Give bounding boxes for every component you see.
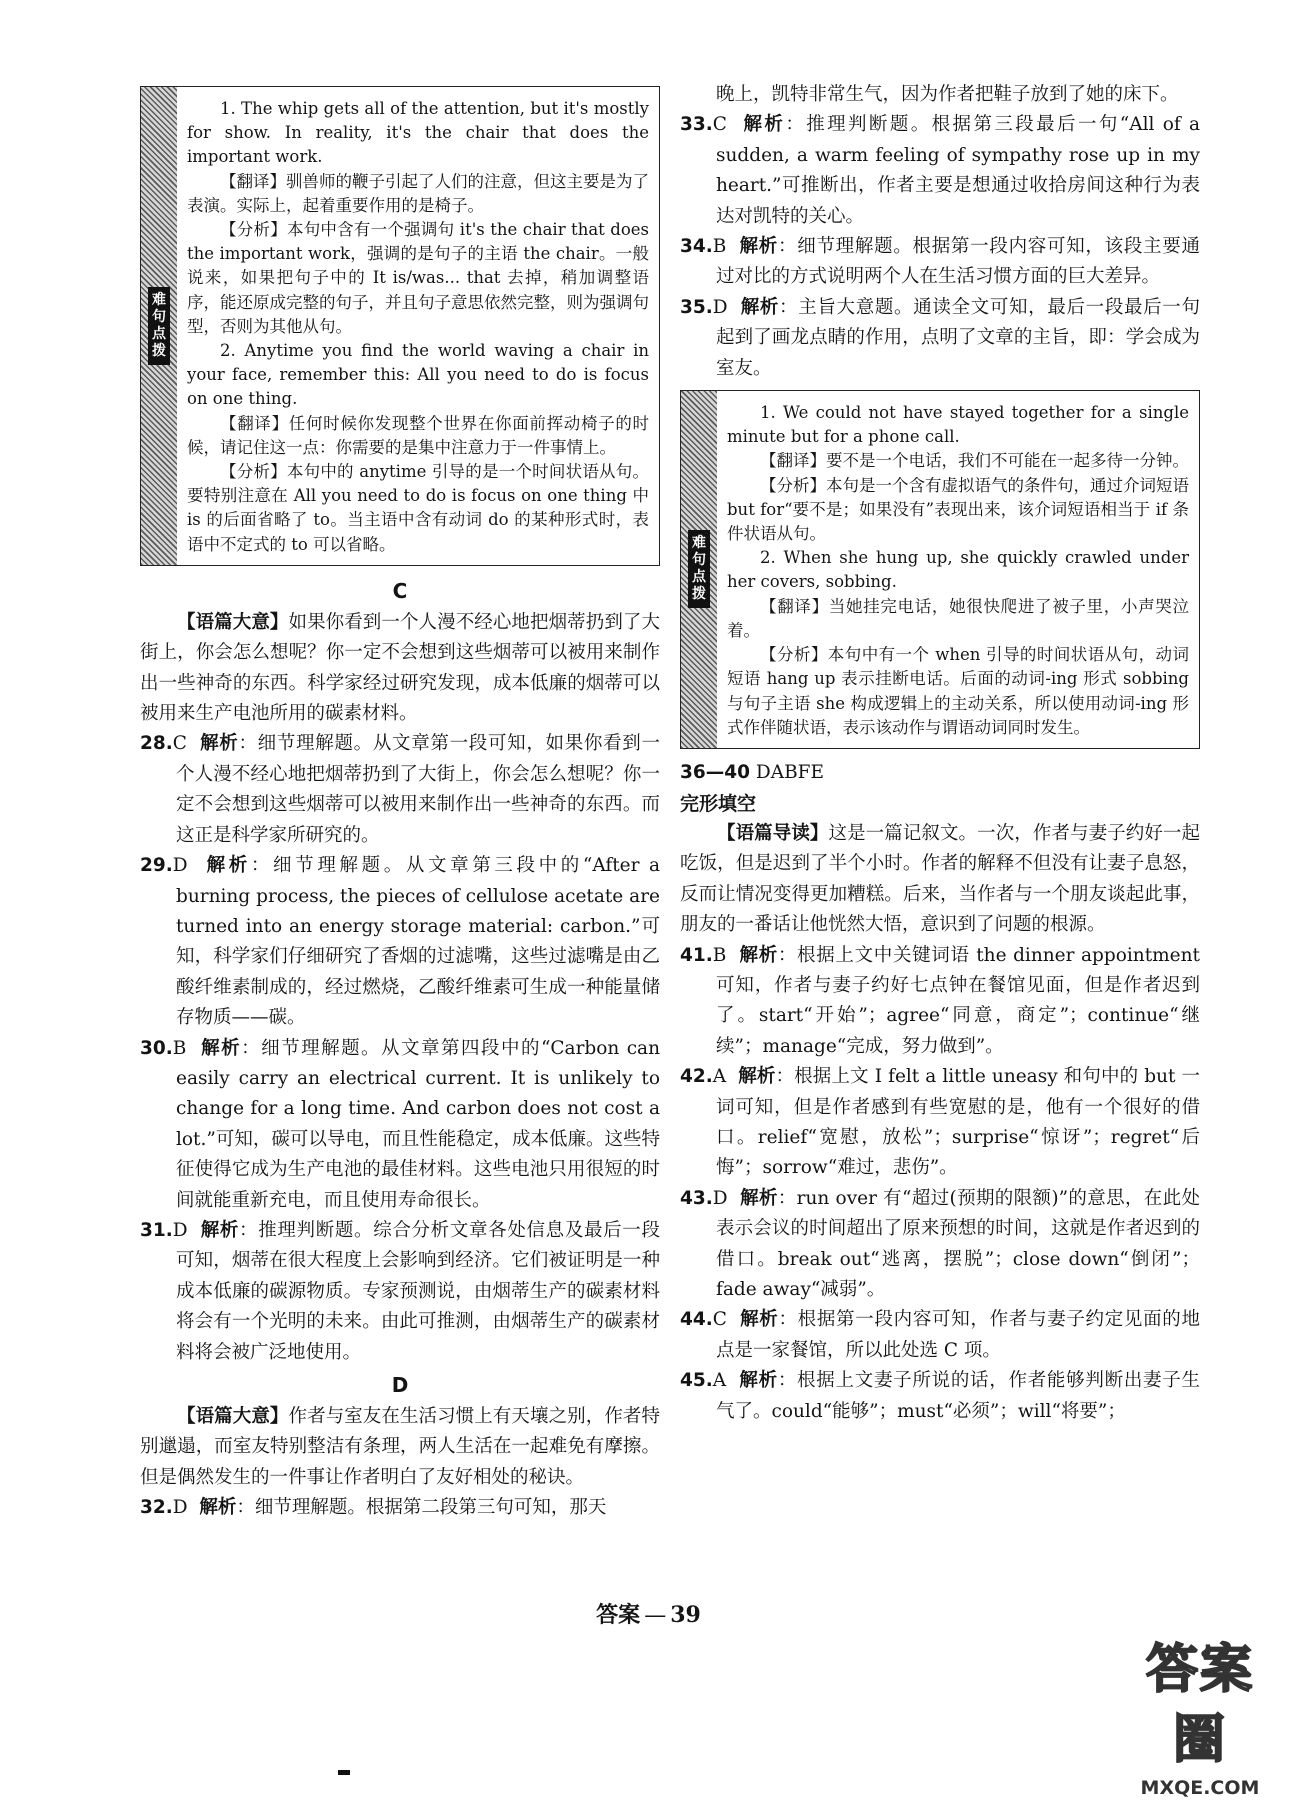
answer-range: [680, 757, 1200, 789]
range-answers: DABFE: [755, 761, 825, 783]
item-text: ：细节理解题。从文章第三段中的“After a burning process, the pieces of cellulose acetate are turned into an energy storage material: carbon.”可知，科学家们仔细研究了香烟的过滤嘴，这些过滤嘴是由乙酸纤维素制成的，经过燃烧，乙酸纤维素可生成一种能量储存物质——碳。: [176, 855, 660, 1029]
item-answer: D: [712, 296, 728, 318]
item-answer: C: [172, 733, 187, 755]
item-text: ：根据上文中关键词语 the dinner appointment 可知，作者与妻子约好七点钟在餐馆见面，但是作者迟到了。start“开始”；agree“同意，商定”；continue“继续”；manage“完成，努力做到”。: [716, 944, 1200, 1057]
item-text: ：推理判断题。根据第三段最后一句“All of a sudden, a warm feeling of sympathy rose up in my heart.”可推断出，作者主要是想通过收拾房间这种行为表达对凯特的关心。: [716, 114, 1200, 227]
item-answer: B: [172, 1037, 187, 1059]
footer-separator: —: [644, 1603, 667, 1628]
item-number: 41.: [680, 944, 713, 966]
item-number: 42.: [680, 1066, 713, 1088]
item-analysis-label: 解析: [200, 1219, 240, 1241]
item-number: 28.: [140, 733, 173, 755]
box-sentence-1: 1. The whip gets all of the attention, but it's mostly for show. In reality, it's the chair that does the important work.: [187, 99, 649, 167]
answer-item: [680, 1184, 1200, 1306]
item-number: 33.: [680, 114, 713, 136]
item-analysis-label: 解析: [739, 236, 779, 258]
section-letter-c: C: [392, 578, 408, 603]
item-number: 29.: [140, 855, 173, 877]
box-content: [723, 391, 1199, 748]
item-text: ：细节理解题。根据第一段内容可知，该段主要通过对比的方式说明两个人在生活习惯方面的巨大差异。: [716, 236, 1200, 288]
answer-item: [140, 1034, 660, 1216]
box-sentence-1: 1. We could not have stayed together for a single minute but for a phone call.: [727, 403, 1189, 447]
answer-item: [140, 851, 660, 1033]
answer-item: [140, 729, 660, 851]
item-analysis-label: 解析: [200, 733, 239, 755]
item-answer: D: [172, 855, 188, 877]
item-answer: C: [712, 114, 727, 136]
answer-item: [680, 293, 1200, 384]
item-text: ：根据上文 I felt a little uneasy 和句中的 but 一词可知，但是作者感到有些宽慰的是，他有一个很好的借口。relief“宽慰，放松”；surprise“惊讶”；regret“后悔”；sorrow“难过，悲伤”。: [716, 1066, 1200, 1179]
item-number: 34.: [680, 236, 713, 258]
summary-text: 作者与室友在生活习惯上有天壤之别，作者特别邋遢，而室友特别整洁有条理，两人生活在一起难免有摩擦。但是偶然发生的一件事让作者明白了友好相处的秘诀。: [140, 1406, 660, 1488]
item-analysis-label: 解析: [206, 855, 251, 877]
watermark-site: MXQE.COM: [1140, 1777, 1260, 1799]
box-sentence-2: 2. Anytime you find the world waving a chair in your face, remember this: All you need to do is focus on one thing.: [187, 341, 649, 409]
page-number: 39: [670, 1602, 701, 1628]
intro-tag: 【语篇导读】: [717, 822, 829, 844]
cloze-heading: 完形填空: [680, 792, 757, 815]
item-number: 30.: [140, 1037, 173, 1059]
answer-item: [680, 110, 1200, 232]
footer-label: 答案: [596, 1602, 641, 1628]
section-summary: [140, 1402, 660, 1493]
item-analysis-label: 解析: [739, 1370, 778, 1392]
answer-item: [680, 1366, 1200, 1427]
item-text: ：推理判断题。综合分析文章各处信息及最后一段可知，烟蒂在很大程度上会影响到经济。它们被证明是一种成本低廉的碳源物质。专家预测说，由烟蒂生产的碳素材料将会有一个光明的未来。由此可推测，由烟蒂生产的碳素材料将会被广泛地使用。: [176, 1219, 660, 1363]
summary-text: 如果你看到一个人漫不经心地把烟蒂扔到了大街上，你会怎么想呢？你一定不会想到这些烟蒂可以被用来制作出一些神奇的东西。科学家经过研究发现，成本低廉的烟蒂可以被用来生产电池所用的碳素材料。: [140, 611, 660, 725]
item-text: ：根据第一段内容可知，作者与妻子约定见面的地点是一家餐馆，所以此处选 C 项。: [716, 1309, 1200, 1361]
page-mark: [338, 1770, 350, 1775]
item-answer: A: [712, 1370, 727, 1392]
item-analysis-label: 解析: [740, 296, 780, 318]
item-text: ：细节理解题。根据第二段第三句可知，那天: [236, 1497, 607, 1519]
range-number: 36—40: [680, 761, 750, 783]
box-translation-2: 【翻译】任何时候你发现整个世界在你面前挥动椅子的时候，请记住这一点：你需要的是集中注意力于一件事情上。: [187, 413, 649, 457]
item-answer: A: [712, 1066, 727, 1088]
item-answer: B: [712, 944, 727, 966]
item-text: ：主旨大意题。通读全文可知，最后一段最后一句起到了画龙点睛的作用，点明了文章的主旨，即：学会成为室友。: [716, 296, 1200, 379]
answer-item: [140, 1216, 660, 1368]
right-column: [680, 80, 1200, 1427]
item-analysis-label: 解析: [199, 1497, 237, 1519]
difficult-sentence-box: [680, 390, 1200, 749]
box-analysis-2: 【分析】本句中有一个 when 引导的时间状语从句，动词短语 hang up 表示挂断电话。后面的动词-ing 形式 sobbing 与句子主语 she 构成逻辑上的主动关系，所以使用动词-ing 形式作伴随状语，表示该动作与谓语动词同时发生。: [727, 645, 1189, 737]
item-number: 32.: [140, 1497, 173, 1519]
item-text: ：细节理解题。从文章第一段可知，如果你看到一个人漫不经心地把烟蒂扔到了大街上，你会怎么想呢？你一定不会想到这些烟蒂可以被用来制作出一些神奇的东西。而这正是科学家所研究的。: [176, 733, 660, 846]
item-text: ：根据上文妻子所说的话，作者能够判断出妻子生气了。could“能够”；must“必须”；will“将要”；: [716, 1370, 1200, 1422]
box-translation-1: 【翻译】要不是一个电话，我们不可能在一起多待一分钟。: [760, 451, 1189, 471]
item-answer: D: [172, 1219, 188, 1241]
item-number: 31.: [140, 1219, 173, 1241]
box-content: [183, 87, 659, 565]
answer-item: [680, 1062, 1200, 1184]
box-label: 难句点拨: [148, 287, 170, 365]
intro-text: 这是一篇记叙文。一次，作者与妻子约好一起吃饭，但是迟到了半个小时。作者的解释不但没有让妻子息怒，反而让情况变得更加糟糕。后来，当作者与一个朋友谈起此事，朋友的一番话让他恍然大悟，意识到了问题的根源。: [680, 822, 1200, 936]
item-analysis-label: 解析: [738, 1066, 776, 1088]
box-analysis-1: 【分析】本句中含有一个强调句 it's the chair that does the important work，强调的是句子的主语 the chair。一般说来，如果把句子中的 It is/was... that 去掉，稍加调整语序，能还原成完整的句子，并且句子意思依然完整，则为强调句型，否则为其他从句。: [187, 220, 649, 336]
box-translation-2: 【翻译】当她挂完电话，她很快爬进了被子里，小声哭泣着。: [727, 596, 1189, 640]
page-footer: [0, 1598, 1297, 1629]
summary-tag: 【语篇大意】: [177, 611, 289, 633]
answer-item: [680, 941, 1200, 1063]
item-answer: B: [712, 236, 727, 258]
item-answer: D: [712, 1187, 728, 1209]
item-number: 44.: [680, 1309, 713, 1331]
section-summary: [140, 608, 660, 730]
item-answer: C: [712, 1309, 727, 1331]
answer-item: [680, 232, 1200, 293]
box-translation-1: 【翻译】驯兽师的鞭子引起了人们的注意，但这主要是为了表演。实际上，起着重要作用的是椅子。: [187, 171, 649, 215]
watermark-logo: [1120, 1635, 1280, 1799]
watermark-mark: 答案圈: [1145, 1640, 1254, 1770]
item-number: 43.: [680, 1187, 713, 1209]
section-letter-d: D: [391, 1373, 409, 1398]
item-number: 45.: [680, 1370, 713, 1392]
item-analysis-label: 解析: [743, 114, 786, 136]
difficult-sentence-box: [140, 86, 660, 566]
item-analysis-label: 解析: [201, 1037, 242, 1059]
box-stripe: [681, 391, 717, 748]
cloze-intro: [680, 819, 1200, 941]
box-label: 难句点拨: [688, 530, 710, 608]
item-text: ：run over 有“超过(预期的限额)”的意思，在此处表示会议的时间超出了原来预想的时间，这就是作者迟到的借口。break out“逃离，摆脱”；close down“倒闭”；fade away“减弱”。: [716, 1187, 1200, 1300]
item-analysis-label: 解析: [740, 1187, 778, 1209]
item-analysis-label: 解析: [740, 1309, 779, 1331]
box-analysis-1: 【分析】本句是一个含有虚拟语气的条件句，通过介词短语 but for“要不是；如果没有”表现出来，该介词短语相当于 if 条件状语从句。: [727, 475, 1189, 544]
item-answer: D: [172, 1497, 188, 1519]
item-number: 35.: [680, 296, 713, 318]
box-sentence-2: 2. When she hung up, she quickly crawled under her covers, sobbing.: [727, 548, 1189, 592]
answer-item: [140, 1493, 660, 1523]
summary-tag: 【语篇大意】: [177, 1406, 289, 1428]
box-stripe: [141, 87, 177, 565]
item-text: ：细节理解题。从文章第四段中的“Carbon can easily carry an electrical current. It is unlikely to change for a long time. And carbon does not cost a lot.”可知，碳可以导电，而且性能稳定，成本低廉。这些特征使得它成为生产电池的最佳材料。这些电池只用很短的时间就能重新充电，而且使用寿命很长。: [176, 1037, 660, 1211]
item-continuation: 晚上，凯特非常生气，因为作者把鞋子放到了她的床下。: [716, 84, 1179, 105]
item-analysis-label: 解析: [739, 944, 778, 966]
left-column: [140, 80, 660, 1524]
box-analysis-2: 【分析】本句中的 anytime 引导的是一个时间状语从句。要特别注意在 All you need to do is focus on one thing 中 is 的后面省略了 to。当主语中含有动词 do 的某种形式时，表语中不定式的 to 可以省略。: [187, 462, 649, 554]
answer-item: [680, 1305, 1200, 1366]
